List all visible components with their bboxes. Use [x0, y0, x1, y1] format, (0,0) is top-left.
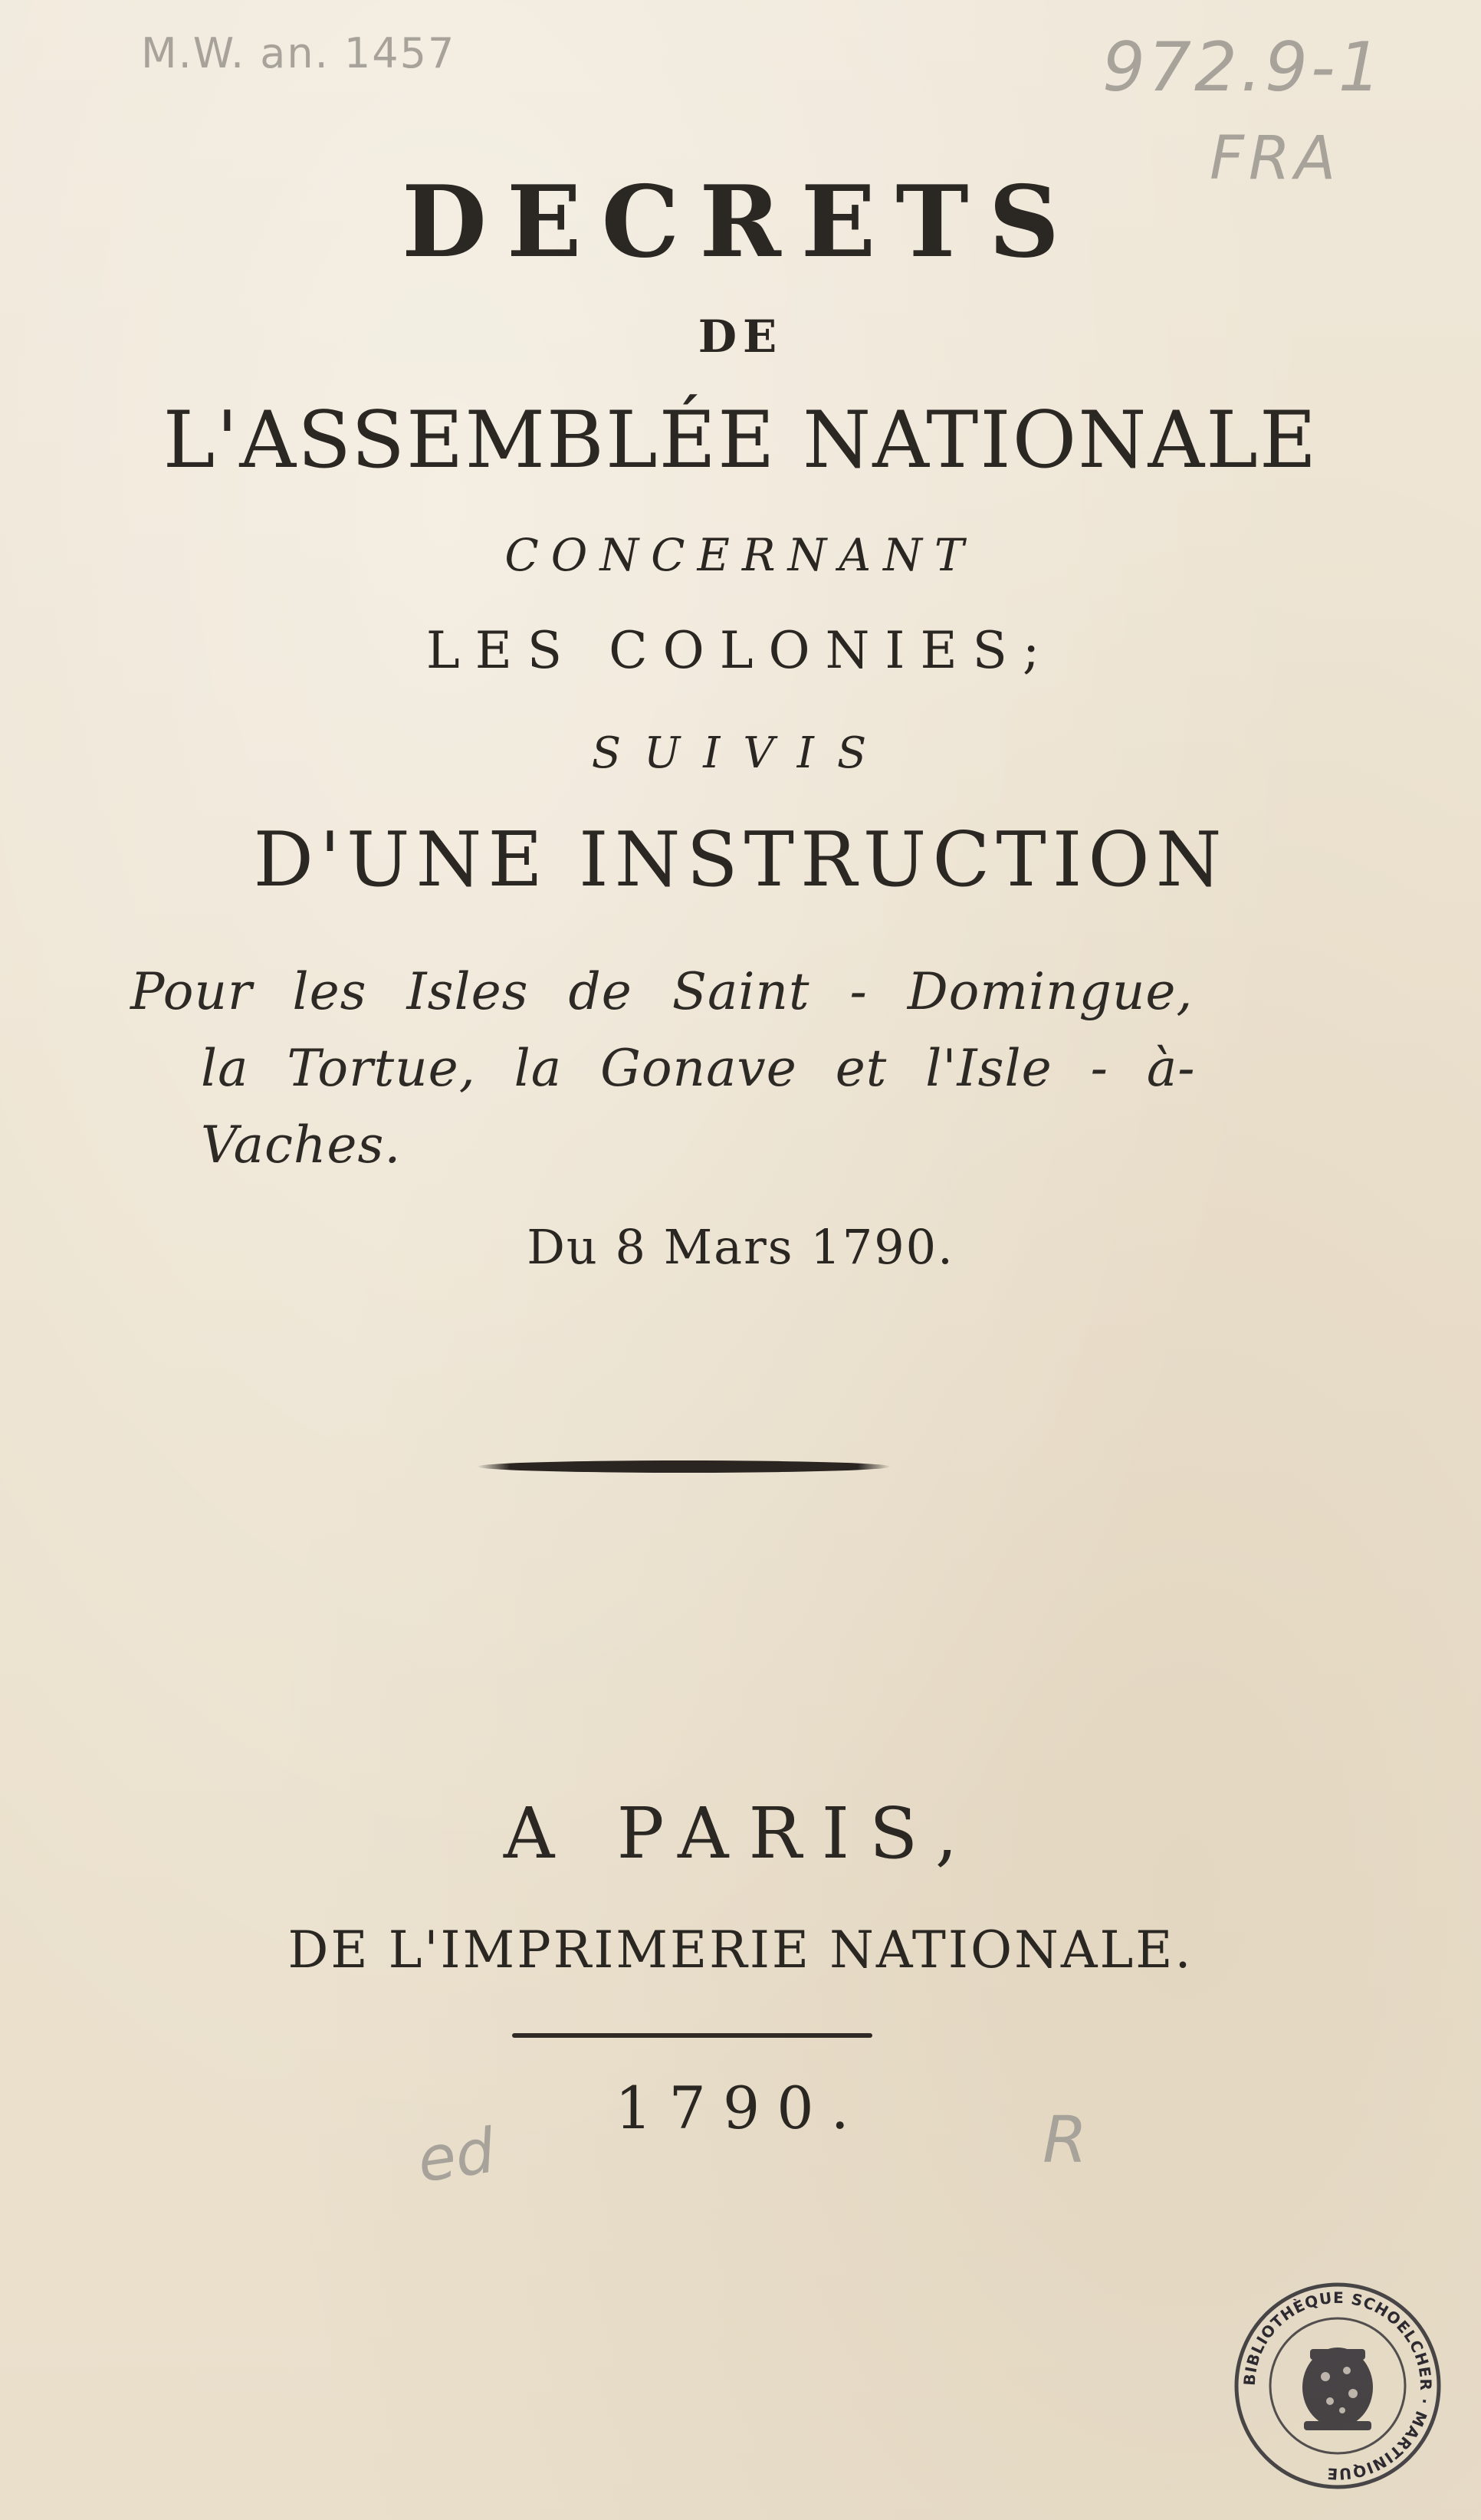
- title-decrets: DECRETS: [401, 165, 1080, 280]
- imprint-year: 1790.: [615, 2074, 866, 2142]
- subtitle-line-1: Pour les Isles de Saint - Domingue,: [130, 962, 1194, 1021]
- decree-date: Du 8 Mars 1790.: [527, 1219, 954, 1275]
- title-instruction: D'UNE INSTRUCTION: [253, 816, 1228, 904]
- imprint-rule: [512, 2033, 872, 2038]
- title-suivis: SUIVIS: [591, 728, 890, 778]
- title-de: DE: [698, 310, 783, 363]
- imprint-printer: DE L'IMPRIMERIE NATIONALE.: [287, 1920, 1194, 1980]
- subtitle-line-2: la Tortue, la Gonave et l'Isle - à-: [201, 1039, 1196, 1098]
- pencil-mark-right: R: [1043, 2102, 1088, 2177]
- library-stamp-icon: [1230, 2279, 1445, 2493]
- stamp-text: BIBLIOTHÈQUE SCHOELCHER · MARTINIQUE: [1240, 2288, 1436, 2484]
- call-number-annotation: 972.9-1: [1102, 28, 1384, 107]
- subtitle-line-3: Vaches.: [201, 1115, 402, 1175]
- pencil-mark-left: ed: [413, 2114, 499, 2196]
- call-language-annotation: FRA: [1210, 124, 1341, 193]
- ornamental-rule: [477, 1460, 891, 1473]
- shelfmark-annotation: M.W. an. 1457: [141, 29, 456, 77]
- title-les-colonies: LES COLONIES;: [425, 621, 1056, 680]
- title-assemblee-nationale: L'ASSEMBLÉE NATIONALE: [163, 395, 1318, 486]
- title-concernant: CONCERNANT: [504, 529, 977, 581]
- imprint-city: A PARIS,: [503, 1792, 978, 1874]
